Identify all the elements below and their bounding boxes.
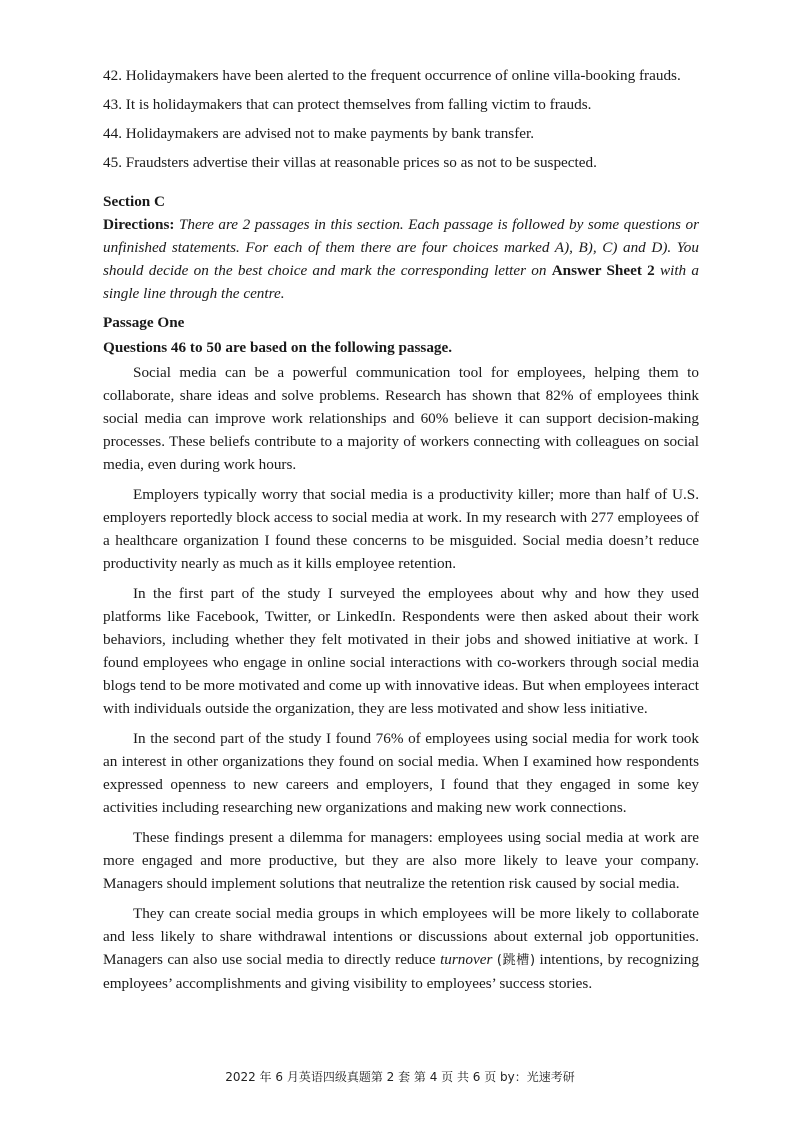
statement-text: Fraudsters advertise their villas at reasonable prices so as not to be suspected. — [125, 154, 597, 171]
directions-text-end: with a single line through the centre. — [103, 262, 699, 302]
passage-paragraph: Social media can be a powerful communication tool for employees, helping them to collaborate, share ideas and solve problems. Research has shown that 82% of employees think social media can improve work relationships and 60% believe it can support decision-making processes. These beliefs contribute to a majority of workers connecting with colleagues on social media, even during work hours. — [103, 364, 699, 473]
statement-text: Holidaymakers have been alerted to the frequent occurrence of online villa-booking frauds. — [125, 67, 681, 84]
passage-title: Passage One — [103, 314, 185, 331]
passage-paragraph: In the second part of the study I found 76% of employees using social media for work took an interest in other organizations they found on social media. When I examined how respondents expressed openness to new careers and employers, I found that they engaged in some key activities including researching new organizations and making new work connections. — [103, 730, 699, 816]
passage-paragraph: Employers typically worry that social media is a productivity killer; more than half of U.S. employers reportedly block access to social media at work. In my research with 277 employees of a healthcare organization I found these concerns to be misguided. Social media doesn’t reduce productivity nearly as much as it kills employee retention. — [103, 486, 699, 572]
statement-text: Holidaymakers are advised not to make payments by bank transfer. — [125, 125, 535, 142]
turnover-term: turnover — [440, 951, 493, 968]
section-title: Section C — [103, 193, 166, 210]
chinese-gloss: (跳槽) — [496, 953, 536, 968]
statement-number: 42. — [103, 67, 122, 84]
answer-sheet-label: Answer Sheet 2 — [551, 262, 655, 279]
statement-number: 45. — [103, 154, 122, 171]
passage-paragraph-last: They can create social media groups in which employees will be more likely to collaborate and less likely to share withdrawal intentions or discussions about external job opportunities. Managers can also use social media to directly reduce turnover (跳槽) intentions, by recognizing employees’ accomplishments and giving visibility to employees’ success stories. — [103, 905, 699, 992]
statement-number: 44. — [103, 125, 122, 142]
questions-heading: Questions 46 to 50 are based on the following passage. — [103, 339, 453, 356]
directions-text: There are 2 passages in this section. Each passage is followed by some questions or unfinished statements. For each of them there are four choices marked A), B), C) and D). You should decide on the best choice and mark the corresponding letter on — [103, 216, 700, 279]
statement-text: It is holidaymakers that can protect themselves from falling victim to frauds. — [125, 96, 592, 113]
document-page — [103, 64, 699, 1002]
statement-item — [103, 151, 699, 174]
directions-label: Directions: — [103, 216, 175, 233]
page-footer: 2022 年 6 月英语四级真题第 2 套 第 4 页 共 6 页 by：光速考研 — [225, 1070, 575, 1084]
directions — [103, 213, 699, 305]
passage-paragraph: These findings present a dilemma for managers: employees using social media at work are more engaged and more productive, but they are also more likely to leave your company. Managers should implement solutions that neutralize the retention risk caused by social media. — [103, 829, 699, 892]
statement-item — [103, 122, 699, 145]
statement-list — [103, 64, 699, 174]
passage-paragraph: In the first part of the study I surveyed the employees about why and how they used platforms like Facebook, Twitter, or LinkedIn. Respondents were then asked about their work behaviors, including whether they felt motivated in their jobs and showed initiative at work. I found employees who engage in online social interactions with co-workers through social media blogs tend to be more motivated and come up with innovative ideas. But when employees interact with individuals outside the organization, they are less motivated and show less initiative. — [103, 585, 699, 717]
statement-item — [103, 64, 699, 87]
statement-item — [103, 93, 699, 116]
statement-number: 43. — [103, 96, 122, 113]
